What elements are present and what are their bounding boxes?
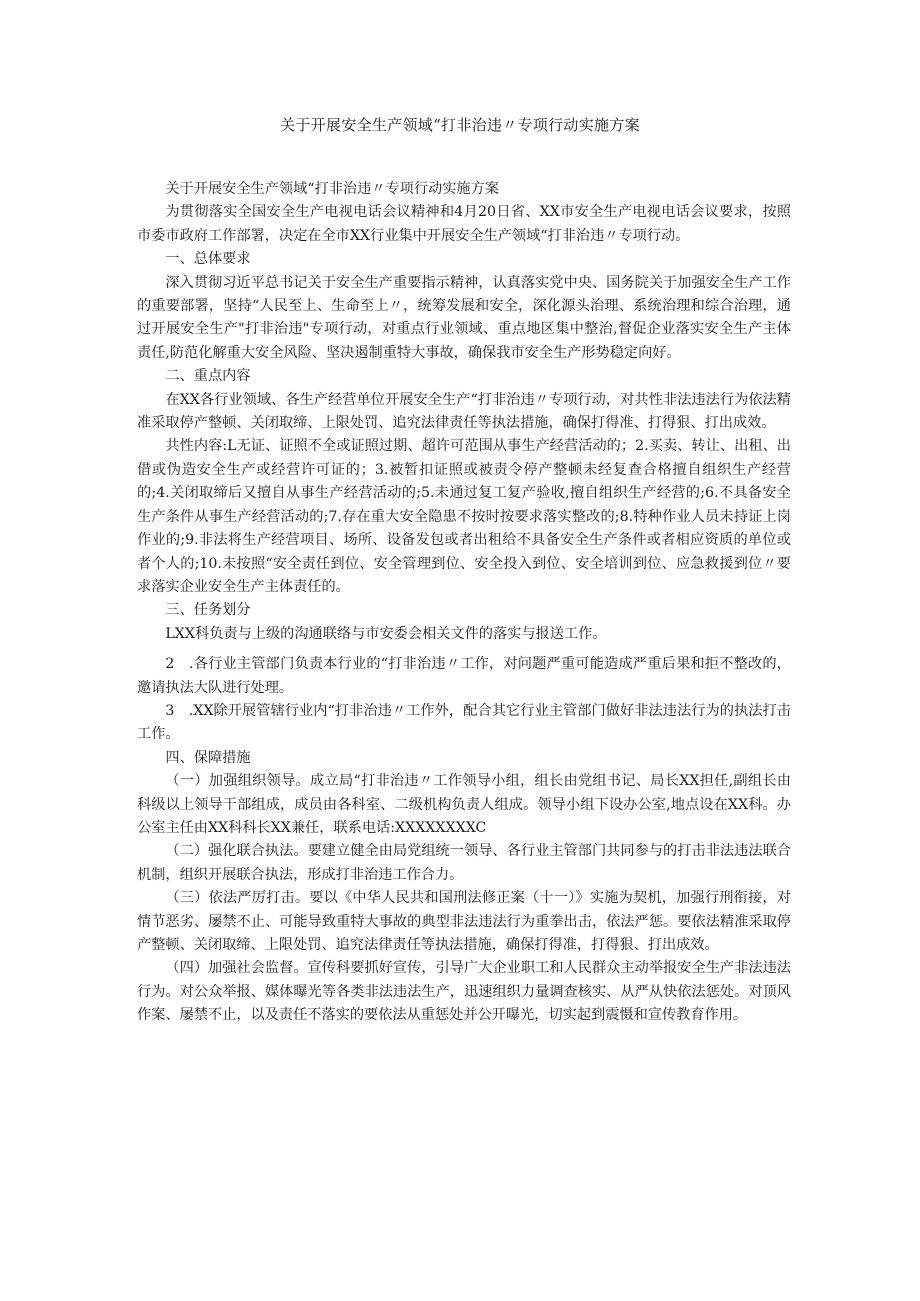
- section-paragraph: 在XX各行业领域、各生产经营单位开展安全生产“打非治违〃专项行动，对共性非法违法行为依法精准采取停产整顿、关闭取缔、上限处罚、追究法律责任等执法措施，确保打得准、打得狠、打出成效。: [137, 391, 791, 432]
- section-paragraph: （三）依法严厉打击。要以《中华人民共和国刑法修正案（十一）》实施为契机，加强行刑衔接，对情节恶劣、屡禁不止、可能导致重特大事故的典型非法违法行为重拳出击，依法严惩。要依法精准采取停产整顿、关闭取缔、上限处罚、追究法律责任等执法措施，确保打得准，打得狠、打出成效。: [137, 890, 791, 953]
- section-heading-general: 一、总体要求: [165, 251, 251, 268]
- section-paragraph: 3 .XX除开展管辖行业内“打非治违〃工作外，配合其它行业主管部门做好非法违法行为的执法打击工作。: [137, 702, 791, 743]
- section-paragraph: 共性内容:L无证、证照不全或证照过期、超许可范围从事生产经营活动的；2.买卖、转让、出租、出借或伪造安全生产或经营许可证的；3.被暂扣证照或被责令停产整顿未经复查合格擅自组织生产经营的;4.关闭取缔后又擅自从事生产经营活动的;5.未通过复工复产验收,擅自组织生产经营的;6.不具备安全生产条件从事生产经营活动的;7.存在重大安全隐患不按时按要求落实整改的;8.特种作业人员未持证上岗作业的;9.非法将生产经营项目、场所、设备发包或者出租给不具备安全生产条件或者相应资质的单位或者个人的;10.未按照“安全责任到位、安全管理到位、安全投入到位、安全培训到位、应急救援到位〃要求落实企业安全生产主体责任的。: [137, 438, 791, 595]
- intro-paragraph: 为贯彻落实全国安全生产电视电话会议精神和4月20日省、XX市安全生产电视电话会议要求，按照市委市政府工作部署，决定在全市XX行业集中开展安全生产领域“打非治违〃专项行动。: [137, 204, 791, 244]
- document-body: [137, 178, 791, 1028]
- section-paragraph: （一）加强组织领导。成立局“打非治违〃工作领导小组，组长由党组书记、局长XX担任,副组长由科级以上领导干部组成，成员由各科室、二级机构负责人组成。领导小组下设办公室,地点设在XX科。办公室主任由XX科科长XX兼任，联系电话:XXXXXXXXC: [137, 773, 791, 836]
- section-paragraph: 深入贯彻习近平总书记关于安全生产重要指示精神，认真落实党中央、国务院关于加强安全生产工作的重要部署，坚持“人民至上、生命至上〃，统筹发展和安全，深化源头治理、系统治理和综合治理，通过开展安全生产"打非治违"专项行动，对重点行业领域、重点地区集中整治,督促企业落实安全生产主体责任,防范化解重大安全风险、坚决遏制重特大事故，确保我市安全生产形势稳定向好。: [137, 274, 791, 361]
- section-heading-key-content: 二、重点内容: [165, 368, 251, 385]
- document-subtitle: 关于开展安全生产领域“打非治违〃专项行动实施方案: [165, 181, 499, 197]
- document-title: 关于开展安全生产领域“打非治违〃专项行动实施方案: [280, 116, 640, 134]
- section-heading-safeguards: 四、保障措施: [165, 749, 251, 766]
- section-heading-task-division: 三、任务划分: [165, 602, 251, 619]
- section-paragraph: （二）强化联合执法。要建立健全由局党组统一领导、各行业主管部门共同参与的打击非法违法联合机制，组织开展联合执法，形成打非治违工作合力。: [137, 843, 791, 883]
- section-paragraph: LXX科负责与上级的沟通联络与市安委会相关文件的落实与报送工作。: [165, 625, 607, 642]
- section-paragraph: （四）加强社会监督。宣传科要抓好宣传，引导广大企业职工和人民群众主动举报安全生产非法违法行为。对公众举报、媒体曝光等各类非法违法生产，迅速组织力量调查核实、从严从快依法惩处。对顶风作案、屡禁不止，以及责任不落实的要依法从重惩处并公开曝光，切实起到震慑和宣传教育作用。: [137, 960, 791, 1024]
- section-paragraph: 2 .各行业主管部门负责本行业的“打非治违〃工作，对问题严重可能造成严重后果和拒不整改的，邀请执法大队进行处理。: [137, 656, 791, 696]
